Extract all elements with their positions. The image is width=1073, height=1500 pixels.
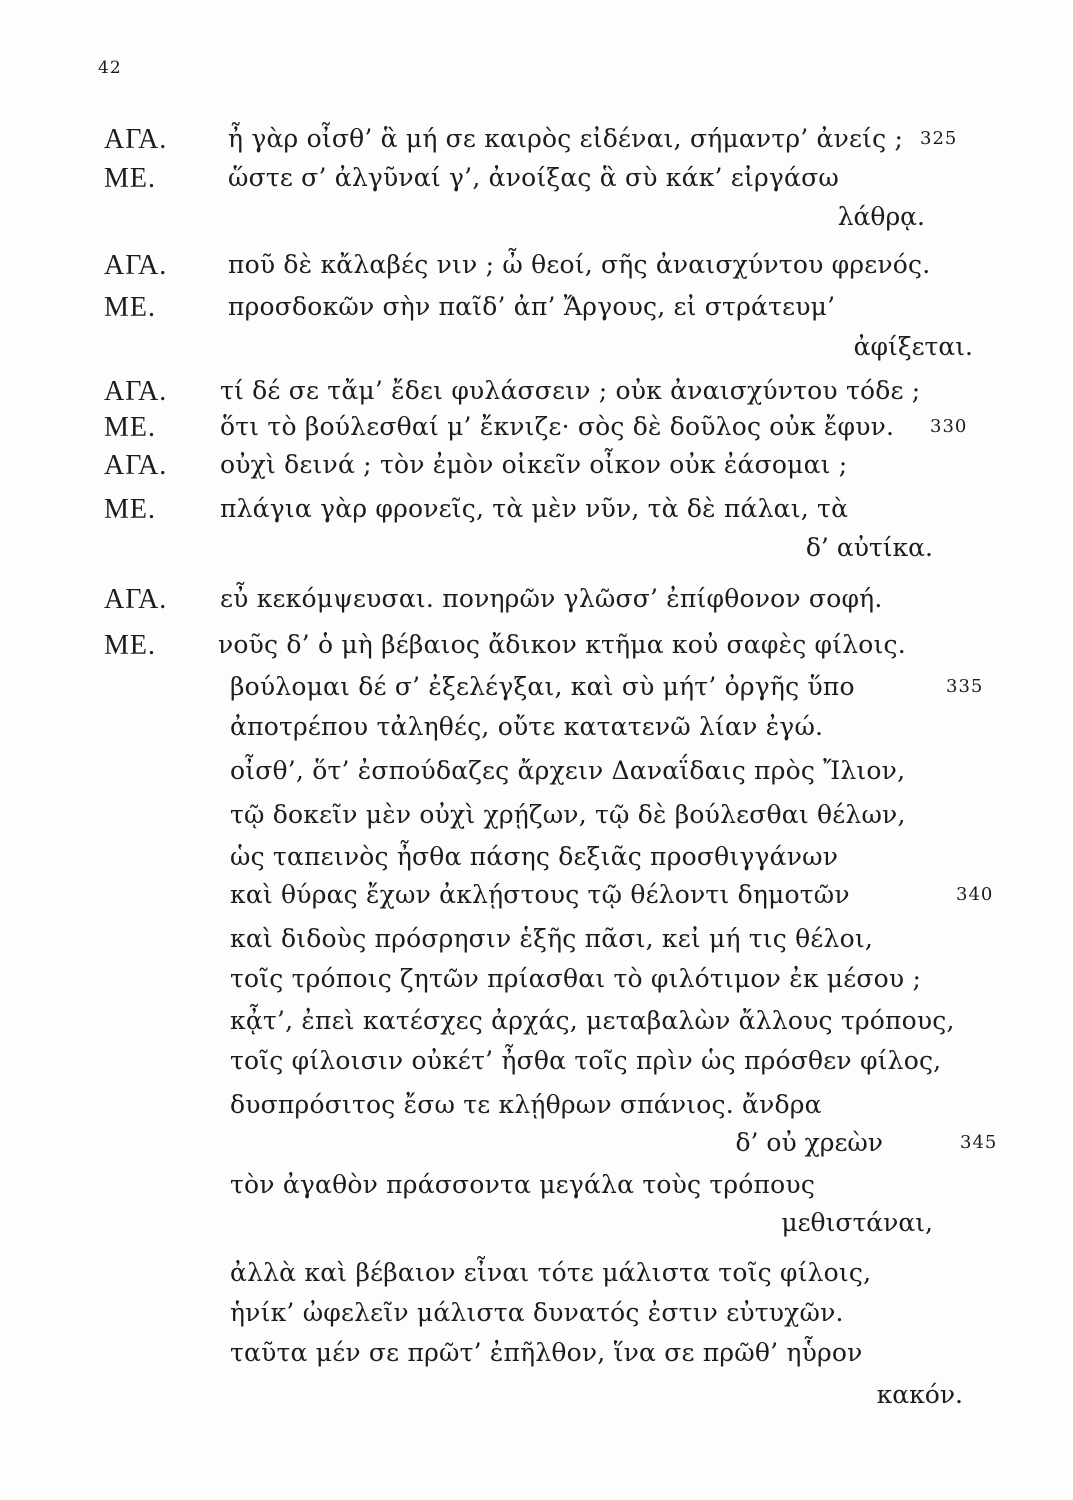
verse-line [0,376,1073,416]
continuation-text: μεθιστάναι, [781,1208,933,1237]
verse-line [0,1046,1073,1086]
verse-text: ἡνίκ’ ὠφελεῖν μάλιστα δυνατός ἐστιν εὐτυχῶν. [230,1298,844,1327]
verse-line [0,924,1073,964]
verse-line [0,494,1073,534]
continuation-text: λάθρᾳ. [837,202,925,231]
line-number: 335 [946,676,984,697]
speaker-label: ΜΕ. [104,630,156,661]
verse-line [0,1170,1073,1210]
verse-text: ἦ γὰρ οἶσθ’ ἃ μή σε καιρὸς εἰδέναι, σήμαντρ’ ἀνείς ; [228,124,904,153]
continuation-text: δ’ αὐτίκα. [805,533,933,562]
speaker-label: ΑΓΑ. [104,124,168,155]
verse-text: τὸν ἀγαθὸν πράσσοντα μεγάλα τοὺς τρόπους [230,1170,816,1199]
verse-text: ταῦτα μέν σε πρῶτ’ ἐπῆλθον, ἵνα σε πρῶθ’ ηὗρον [230,1338,863,1367]
speaker-label: ΜΕ. [104,412,156,443]
verse-continuation [0,533,1073,573]
verse-line [0,450,1073,490]
verse-text: τοῖς τρόποις ζητῶν πρίασθαι τὸ φιλότιμον ἐκ μέσου ; [230,964,922,993]
verse-line [0,1258,1073,1298]
verse-line [0,880,1073,920]
verse-line [0,412,1073,452]
line-number: 340 [956,884,994,905]
verse-line [0,712,1073,752]
verse-line [0,124,1073,164]
verse-line [0,584,1073,624]
continuation-text: δ’ οὐ χρεὼν [735,1128,883,1157]
verse-text: ὡς ταπεινὸς ἦσθα πάσης δεξιᾶς προσθιγγάνων [230,842,839,871]
verse-line [0,163,1073,203]
verse-text: καὶ θύρας ἔχων ἀκλῄστους τῷ θέλοντι δημοτῶν [230,880,850,909]
verse-text: καὶ διδοὺς πρόσρησιν ἑξῆς πᾶσι, κεἰ μή τις θέλοι, [230,924,874,953]
verse-continuation [0,202,1073,242]
verse-line [0,842,1073,882]
verse-line [0,800,1073,840]
verse-line [0,964,1073,1004]
verse-text: δυσπρόσιτος ἔσω τε κλῄθρων σπάνιος. ἄνδρα [230,1090,822,1119]
verse-text: τί δέ σε τἄμ’ ἔδει φυλάσσειν ; οὐκ ἀναισχύντου τόδε ; [220,376,921,405]
line-number: 325 [920,128,958,149]
verse-continuation [0,1380,1073,1420]
verse-line [0,1006,1073,1046]
verse-text: κᾆτ’, ἐπεὶ κατέσχες ἀρχάς, μεταβαλὼν ἄλλους τρόπους, [230,1006,955,1035]
verse-line [0,630,1073,670]
verse-text: εὖ κεκόμψευσαι. πονηρῶν γλῶσσ’ ἐπίφθονον σοφή. [220,584,883,613]
speaker-label: ΑΓΑ. [104,584,168,615]
verse-text: τῷ δοκεῖν μὲν οὐχὶ χρῄζων, τῷ δὲ βούλεσθαι θέλων, [230,800,906,829]
line-number: 330 [930,416,968,437]
speaker-label: ΜΕ. [104,494,156,525]
verse-line [0,1090,1073,1130]
verse-text: βούλομαι δέ σ’ ἐξελέγξαι, καὶ σὺ μήτ’ ὀργῆς ὕπο [230,672,855,701]
verse-text: πλάγια γὰρ φρονεῖς, τὰ μὲν νῦν, τὰ δὲ πάλαι, τὰ [220,494,849,523]
verse-text: ποῦ δὲ κἄλαβές νιν ; ὦ θεοί, σῆς ἀναισχύντου φρενός. [228,250,931,279]
verse-text: προσδοκῶν σὴν παῖδ’ ἀπ’ Ἄργους, εἰ στράτευμ’ [228,292,836,321]
verse-text: νοῦς δ’ ὁ μὴ βέβαιος ἄδικον κτῆμα κοὐ σαφὲς φίλοις. [218,630,906,659]
speaker-label: ΑΓΑ. [104,376,168,407]
verse-text: ἀποτρέπου τἀληθές, οὔτε κατατενῶ λίαν ἐγώ. [230,712,824,741]
verse-continuation [0,1208,1073,1248]
verse-continuation [0,332,1073,372]
page-number: 42 [98,58,122,78]
verse-text: ἀλλὰ καὶ βέβαιον εἶναι τότε μάλιστα τοῖς φίλοις, [230,1258,872,1287]
continuation-text: ἀφίξεται. [853,332,973,361]
verse-text: τοῖς φίλοισιν οὐκέτ’ ἦσθα τοῖς πρὶν ὡς πρόσθεν φίλος, [230,1046,942,1075]
continuation-text: κακόν. [876,1380,963,1409]
verse-text: ὅτι τὸ βούλεσθαί μ’ ἔκνιζε· σὸς δὲ δοῦλος οὐκ ἔφυν. [220,412,895,441]
verse-text: οἶσθ’, ὅτ’ ἐσπούδαζες ἄρχειν Δαναΐδαις πρὸς Ἴλιον, [230,756,906,785]
verse-continuation [0,1128,1073,1168]
verse-text: ὥστε σ’ ἀλγῦναί γ’, ἀνοίξας ἃ σὺ κάκ’ εἰργάσω [228,163,839,192]
verse-line [0,1338,1073,1378]
verse-line [0,250,1073,290]
verse-text: οὐχὶ δεινά ; τὸν ἐμὸν οἰκεῖν οἶκον οὐκ ἐάσομαι ; [220,450,848,479]
verse-line [0,756,1073,796]
line-number: 345 [960,1132,998,1153]
verse-line [0,292,1073,332]
speaker-label: ΑΓΑ. [104,450,168,481]
verse-line [0,672,1073,712]
speaker-label: ΑΓΑ. [104,250,168,281]
verse-line [0,1298,1073,1338]
speaker-label: ΜΕ. [104,163,156,194]
speaker-label: ΜΕ. [104,292,156,323]
